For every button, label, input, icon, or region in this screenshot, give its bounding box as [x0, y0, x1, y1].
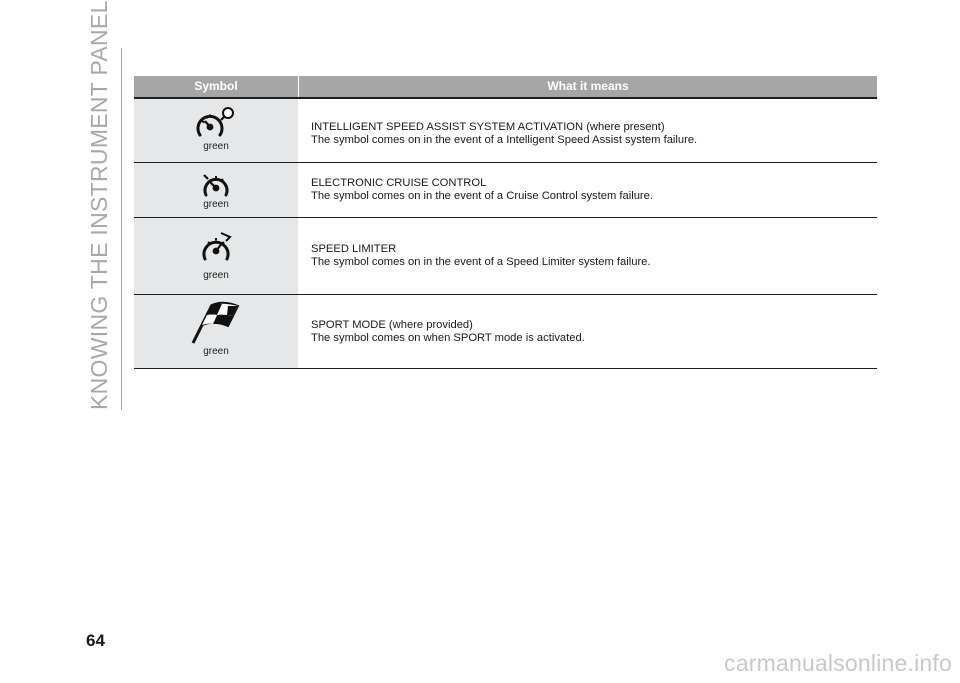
- row-title: SPORT MODE (where provided): [311, 319, 473, 331]
- symbol-cell: [134, 99, 298, 162]
- watermark: carmanualsonline.info: [724, 650, 952, 676]
- meaning-cell: [298, 295, 877, 368]
- section-divider: [121, 48, 122, 410]
- sport-mode-flag-icon: [190, 301, 242, 345]
- meaning-cell: [298, 218, 877, 294]
- intelligent-speed-assist-icon: [194, 106, 238, 140]
- table-row: [134, 295, 877, 369]
- speed-limiter-icon: [197, 232, 235, 264]
- table-row: [134, 218, 877, 295]
- warning-lights-table: [134, 76, 877, 369]
- table-row: [134, 163, 877, 218]
- row-text: The symbol comes on in the event of a Speed Limiter system failure.: [311, 255, 651, 268]
- symbol-color-label: green: [203, 270, 229, 281]
- table-row: [134, 99, 877, 163]
- row-title: ELECTRONIC CRUISE CONTROL: [311, 177, 487, 189]
- header-meaning: What it means: [547, 79, 629, 93]
- symbol-cell: [134, 218, 298, 294]
- table-header: [134, 76, 877, 99]
- row-text: The symbol comes on when SPORT mode is activated.: [311, 331, 585, 344]
- row-title: INTELLIGENT SPEED ASSIST SYSTEM ACTIVATION (where present): [311, 121, 665, 133]
- symbol-cell: [134, 295, 298, 368]
- symbol-color-label: green: [203, 346, 229, 357]
- meaning-cell: [298, 163, 877, 217]
- symbol-cell: [134, 163, 298, 217]
- row-title: SPEED LIMITER: [311, 243, 397, 255]
- header-symbol: Symbol: [134, 76, 299, 97]
- symbol-color-label: green: [203, 199, 229, 210]
- section-title: KNOWING THE INSTRUMENT PANEL: [86, 0, 112, 410]
- meaning-cell: [298, 99, 877, 162]
- row-text: The symbol comes on in the event of a Cruise Control system failure.: [311, 189, 653, 202]
- cruise-control-icon: [198, 172, 234, 198]
- page-number: 64: [86, 631, 105, 650]
- symbol-color-label: green: [203, 141, 229, 152]
- row-text: The symbol comes on in the event of a Intelligent Speed Assist system failure.: [311, 133, 698, 146]
